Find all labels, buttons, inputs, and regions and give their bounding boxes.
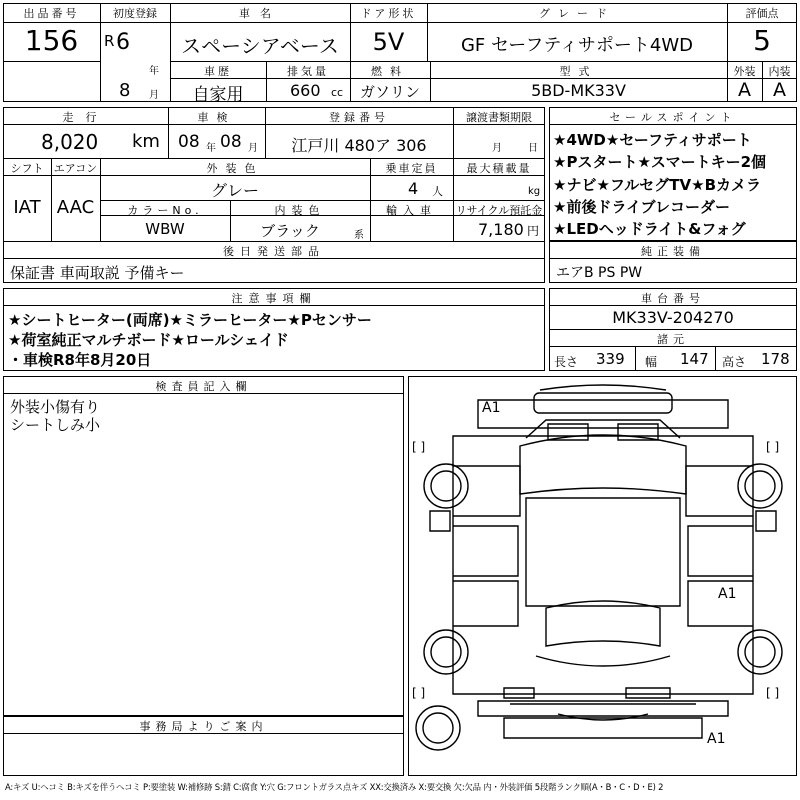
shift-header: シフト: [10, 162, 44, 175]
color-no-header: カラーNo.: [127, 204, 203, 217]
genuine-equip-header: 純正装備: [641, 245, 705, 258]
int-color-suffix: 系: [354, 230, 364, 241]
month-unit: 月: [149, 90, 159, 101]
era-value: R: [104, 32, 115, 50]
chassis-no-value: MK33V-204270: [612, 308, 734, 327]
max-load-unit: kg: [528, 186, 541, 197]
displacement-unit: cc: [331, 86, 344, 99]
aircon-value: AAC: [56, 197, 95, 218]
mileage-value: 8,020: [41, 130, 99, 154]
inspection-year: 08: [178, 132, 200, 152]
transfer-month-unit: 月: [492, 143, 502, 154]
inspector-line: シートしみ小: [10, 416, 101, 434]
inspection-month: 08: [220, 132, 242, 152]
inspector-line: 外装小傷有り: [10, 398, 101, 416]
width-label: 幅: [645, 355, 658, 369]
capacity-unit: 人: [432, 185, 443, 198]
inspection-year-unit: 年: [206, 143, 216, 154]
aircon-header: エアコン: [53, 162, 98, 175]
sales-points-header: セールスポイント: [609, 111, 737, 124]
car-name-value: スペーシアベース: [181, 34, 339, 58]
notes-line: ・車検R8年8月20日: [8, 351, 152, 369]
sales-point-item: ★Pスタート★スマートキー2個: [553, 153, 767, 171]
door-type-header: ドア形状: [360, 7, 417, 20]
exterior-grade: A: [738, 79, 751, 101]
mileage-header: 走行: [62, 111, 109, 124]
door-type-value: 5V: [372, 28, 405, 56]
color-no-value: WBW: [145, 220, 185, 238]
exterior-header: 外装: [733, 65, 756, 78]
inspection-month-unit: 月: [248, 143, 258, 154]
mileage-unit: km: [132, 131, 160, 152]
sales-point-item: ★ナビ★フルセグTV★Bカメラ: [553, 176, 762, 194]
bracket-mark: [ ]: [766, 686, 780, 700]
sales-point-item: ★前後ドライブレコーダー: [553, 198, 730, 216]
capacity-header: 乗車定員: [385, 162, 438, 175]
length-label: 長さ: [554, 355, 579, 369]
ext-color-header: 外装色: [206, 162, 264, 175]
later-parts-header: 後日発送部品: [223, 245, 325, 258]
notes-header: 注意事項欄: [231, 292, 317, 305]
recycle-unit: 円: [527, 224, 540, 238]
bracket-mark: [ ]: [766, 440, 780, 454]
damage-mark: A1: [707, 731, 726, 747]
displacement-value: 660: [290, 81, 321, 100]
shift-value: IAT: [13, 197, 41, 218]
sales-point-item: ★LEDヘッドライト&フォグ: [553, 220, 746, 238]
fuel-value: ガソリン: [359, 83, 420, 101]
inspection-header: 車検: [197, 111, 236, 124]
recycle-value: 7,180: [478, 220, 524, 239]
car-body-diagram: [408, 376, 797, 776]
first-reg-year: 6: [116, 30, 130, 55]
year-unit: 年: [149, 66, 159, 77]
import-header: 輸入車: [386, 204, 437, 217]
notes-line: ★荷室純正マルチボード★ロールシェイド: [8, 331, 289, 349]
displacement-header: 排気量: [287, 65, 329, 78]
first-reg-header: 初度登録: [113, 7, 157, 20]
width-value: 147: [680, 350, 709, 368]
history-value: 自家用: [192, 85, 244, 105]
history-header: 車歴: [204, 65, 232, 78]
interior-header: 内装: [768, 65, 791, 78]
dimensions-header: 諸元: [657, 333, 689, 346]
model-code-header: 型式: [559, 65, 598, 78]
length-value: 339: [596, 350, 625, 368]
sales-point-item: ★4WD★セーフティサポート: [553, 131, 752, 149]
bracket-mark: [ ]: [412, 440, 426, 454]
model-code-value: 5BD-MK33V: [531, 81, 626, 100]
reg-number-value: 江戸川 480ア 306: [291, 136, 427, 155]
later-parts-value: 保証書 車両取説 予備キー: [10, 264, 185, 282]
ext-color-value: グレー: [210, 181, 259, 200]
height-value: 178: [761, 350, 790, 368]
first-reg-month: 8: [119, 80, 131, 101]
damage-legend: A:キズ U:ヘコミ B:キズを伴うヘコミ P:要塗装 W:補修跡 S:錆 C:腐食 Y:穴 G:フロントガラス点キズ XX:交換済み X:要交換 欠:欠品 内・外装評価 5段階ランク順(A・B・C・D・E) 2: [5, 782, 664, 792]
chassis-no-header: 車台番号: [641, 292, 705, 305]
transfer-day-unit: 日: [528, 143, 538, 154]
reg-number-header: 登録番号: [329, 111, 389, 124]
capacity-value: 4: [408, 179, 419, 198]
car-name-header: 車名: [239, 7, 281, 20]
bracket-mark: [ ]: [412, 686, 426, 700]
max-load-header: 最大積載量: [466, 162, 532, 175]
transfer-deadline-header: 譲渡書類期限: [466, 111, 532, 124]
damage-mark: A1: [718, 586, 737, 602]
grade-value: GF セーフティサポート4WD: [460, 35, 694, 56]
score-value: 5: [753, 24, 771, 57]
score-header: 評価点: [745, 7, 779, 20]
interior-grade: A: [773, 79, 786, 101]
int-color-header: 内装色: [274, 204, 326, 217]
notes-line: ★シートヒーター(両席)★ミラーヒーター★Pセンサー: [8, 311, 372, 329]
int-color-value: ブラック: [260, 222, 320, 240]
fuel-header: 燃料: [371, 65, 409, 78]
lot-no-value: 156: [24, 24, 79, 57]
grade-header: グレード: [539, 7, 615, 20]
genuine-equip-value: エアB PS PW: [556, 265, 643, 281]
recycle-header: リサイクル預託金: [455, 204, 543, 217]
office-header: 事務局よりご案内: [139, 720, 268, 733]
damage-mark: A1: [482, 400, 501, 416]
height-label: 高さ: [722, 355, 747, 369]
lot-no-header: 出品番号: [23, 7, 80, 20]
inspector-header: 検査員記入欄: [155, 380, 252, 393]
